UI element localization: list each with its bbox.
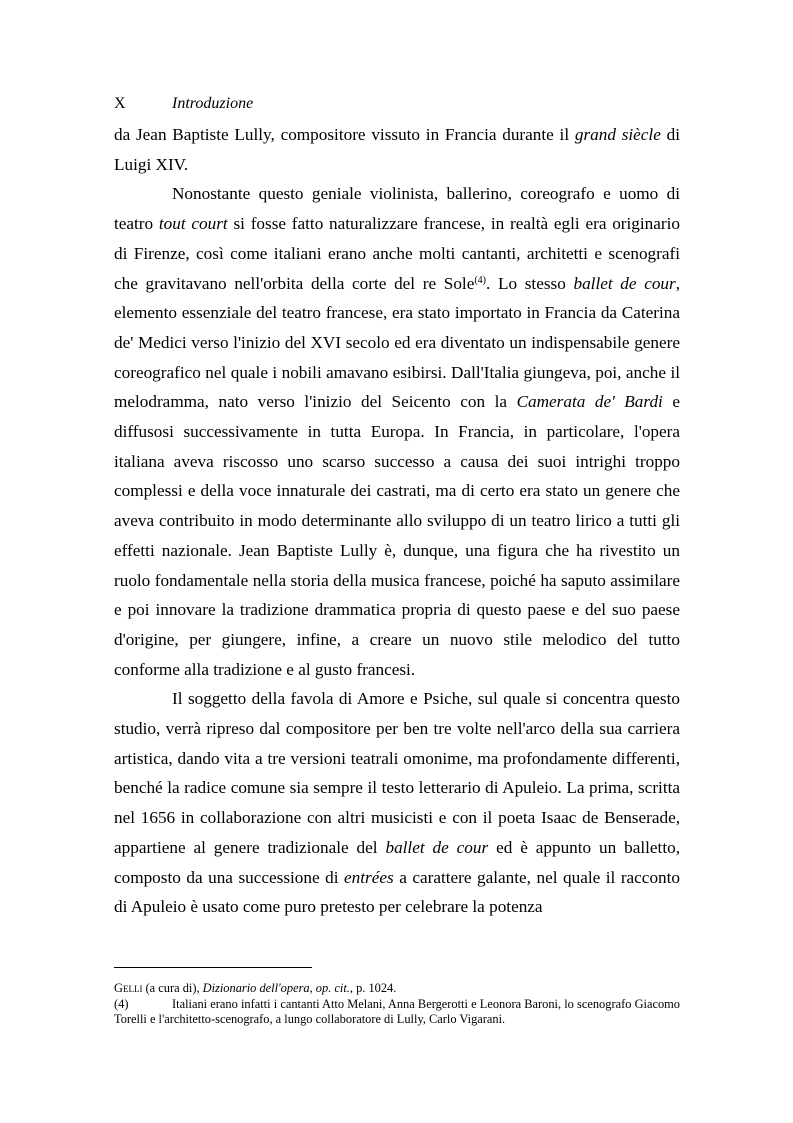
text-run: a carattere galante, nel quale il racconto di Apuleio è usato come puro pretesto per celebrare la potenza — [114, 867, 680, 917]
page-content — [114, 92, 680, 922]
body-text — [114, 120, 680, 922]
text-run: e diffusosi successivamente in tutta Europa. In Francia, in particolare, l'opera italiana aveva riscosso uno scarso successo a causa dei suoi intrighi troppo complessi e della voce innaturale dei castrati, ma di certo era stato un genere che aveva contribuito in modo determinante allo sviluppo di un teatro lirico a tutti gli effetti nazionale. Jean Baptiste Lully è, dunque, una figura che ha rivestito un ruolo fondamentale nella storia della musica francese, poiché ha saputo assimilare e poi innovare la tradizione drammatica propria di questo paese e del suo paese d'origine, per giungere, infine, a creare un nuovo stile melodico del tutto conforme alla tradizione e al gusto francesi. — [114, 392, 680, 679]
text-run: , p. 1024. — [349, 981, 397, 995]
page-number: X — [114, 95, 126, 112]
footnote-number: (4) — [114, 996, 129, 1011]
footnotes — [114, 981, 680, 1028]
footnote-ref[interactable]: (4) — [474, 274, 486, 286]
text-run: da Jean Baptiste Lully, compositore vissuto in Francia durante il — [114, 125, 575, 144]
footnote-author: Gelli — [114, 981, 143, 995]
text-run: Il soggetto della favola di Amore e Psiche, sul quale si concentra questo studio, verrà ripreso dal compositore per ben tre volte nell'arco della sua carriera artistica, dando vita a tre versioni teatrali omonime, ma profondamente differenti, benché la radice comune sia sempre il testo letterario di Apuleio. La prima, scritta nel 1656 in collaborazione con altri musicisti e con il poeta Isaac de Benserade, appartiene al genere tradizionale del — [114, 689, 680, 857]
text-run: si fosse fatto naturalizzare francese, in realtà egli era originario di Firenze, così come italiani erano anche molti cantanti, architetti e scenografi che gravitavano nell'orbita della corte del re Sole — [114, 214, 680, 293]
paragraph-amore-psiche — [114, 684, 680, 922]
paragraph-lully — [114, 179, 680, 684]
paragraph-continuation — [114, 120, 680, 179]
italic-run: ballet de cour — [385, 837, 489, 857]
italic-run: op. cit. — [315, 981, 350, 995]
italic-run: tout court — [158, 214, 228, 234]
text-run: , elemento essenziale del teatro francese, era stato importato in Francia da Caterina de' Medici verso l'inizio del XVI secolo ed era diventato un indispensabile genere coreografico nel quale i nobili amavano esibirsi. Dall'Italia giungeva, poi, anche il melodramma, nato verso l'inizio del Seicento con la — [114, 273, 680, 412]
footnote-separator — [114, 967, 312, 968]
italic-run: ballet de cour — [573, 273, 676, 293]
footnote-text: Italiani erano infatti i cantanti Atto Melani, Anna Bergerotti e Leonora Baroni, lo scenografo Giacomo Torelli e l'architetto-scenografo, a lungo collaboratore di Lully, Carlo Vigarani. — [114, 996, 680, 1026]
text-run: di Luigi XIV. — [114, 125, 680, 174]
text-run: Nonostante questo geniale violinista, ballerino, coreografo e uomo di teatro — [114, 184, 680, 234]
running-header — [114, 92, 680, 120]
chapter-title: Introduzione — [172, 95, 254, 112]
footnote-gelli — [114, 981, 680, 997]
footnote-4 — [114, 997, 680, 1028]
text-run: ed è appunto un balletto, composto da una successione di — [114, 837, 680, 887]
text-run: . Lo stesso — [486, 273, 574, 293]
text-run: , — [309, 981, 316, 995]
text-run: (a cura di), — [142, 981, 203, 995]
italic-run: grand siècle — [574, 125, 661, 144]
italic-run: Dizionario dell'opera — [202, 981, 310, 995]
italic-run: entrées — [344, 867, 394, 887]
italic-run: Camerata de' Bardi — [516, 392, 663, 412]
